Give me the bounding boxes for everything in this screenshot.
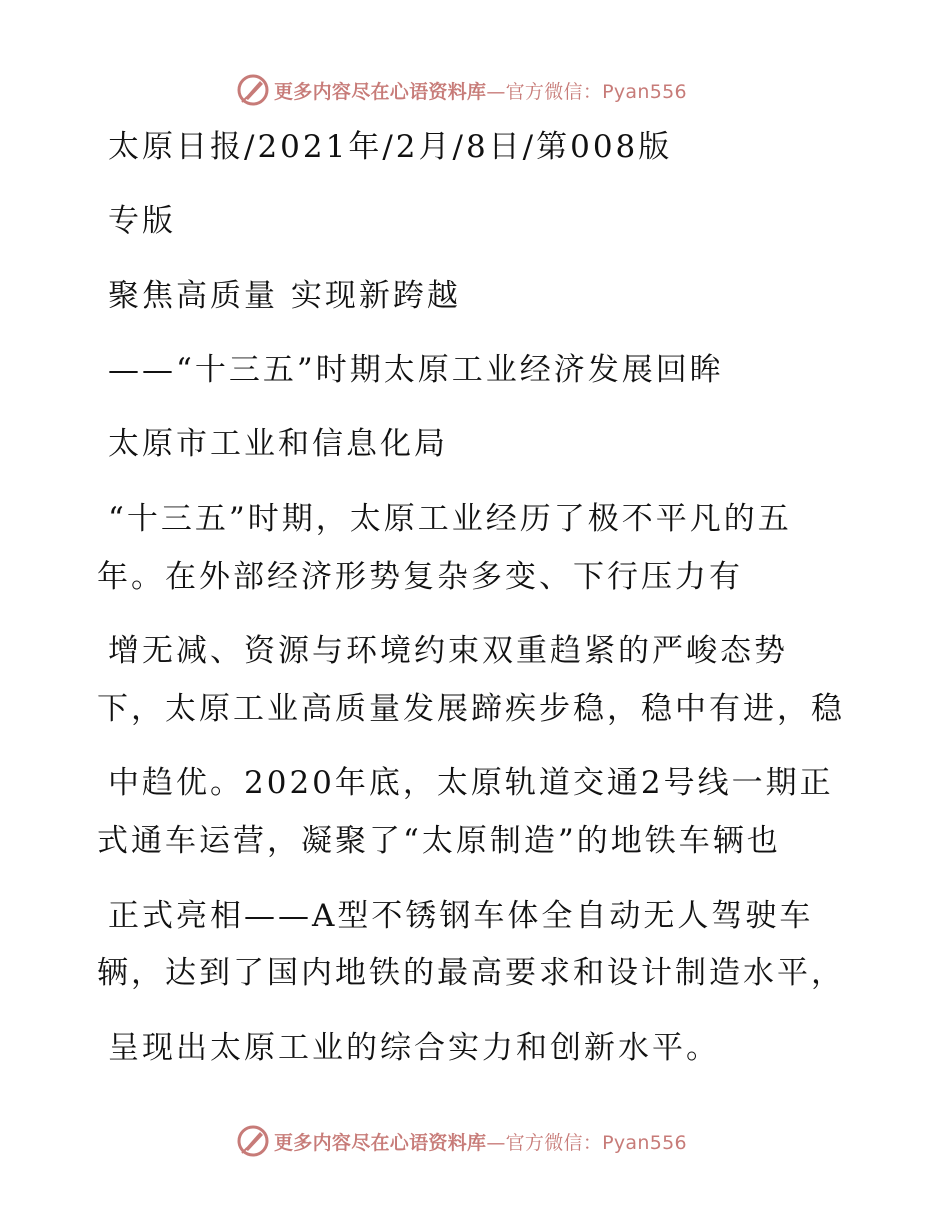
- doc-author: 太原市工业和信息化局: [108, 426, 448, 462]
- doc-source-line: 太原日报/2021年/2月/8日/第008版: [108, 129, 673, 165]
- doc-title: 聚焦高质量 实现新跨越: [108, 278, 461, 314]
- doc-body-line: 中趋优。2020年底，太原轨道交通2号线一期正: [108, 765, 834, 801]
- watermark-prefix: 更多内容尽在心语资料库: [274, 1131, 487, 1154]
- quill-seal-icon: [236, 1124, 270, 1158]
- watermark-text: [274, 1128, 687, 1155]
- watermark-prefix: 更多内容尽在心语资料库: [274, 80, 487, 103]
- doc-body-line: 年。在外部经济形势复杂多变、下行压力有: [97, 559, 743, 595]
- watermark-suffix: —官方微信：Pyan556: [486, 1131, 687, 1154]
- quill-seal-icon: [236, 73, 270, 107]
- doc-section-label: 专版: [108, 203, 176, 239]
- watermark-text: [274, 77, 687, 104]
- doc-body-line: 正式亮相——A型不锈钢车体全自动无人驾驶车: [108, 898, 814, 934]
- watermark-footer: [236, 1124, 687, 1158]
- doc-body-line: 辆，达到了国内地铁的最高要求和设计制造水平，: [97, 955, 845, 991]
- doc-body-line: 增无减、资源与环境约束双重趋紧的严峻态势: [108, 633, 788, 669]
- watermark-header: [236, 73, 687, 107]
- doc-body-line: “十三五”时期，太原工业经历了极不平凡的五: [108, 501, 792, 537]
- doc-body-line: 式通车运营，凝聚了“太原制造”的地铁车辆也: [97, 823, 781, 859]
- doc-body-line: 下，太原工业高质量发展蹄疾步稳，稳中有进，稳: [97, 691, 845, 727]
- doc-subtitle: ——“十三五”时期太原工业经济发展回眸: [108, 352, 724, 388]
- watermark-suffix: —官方微信：Pyan556: [486, 80, 687, 103]
- doc-body-line: 呈现出太原工业的综合实力和创新水平。: [108, 1030, 720, 1066]
